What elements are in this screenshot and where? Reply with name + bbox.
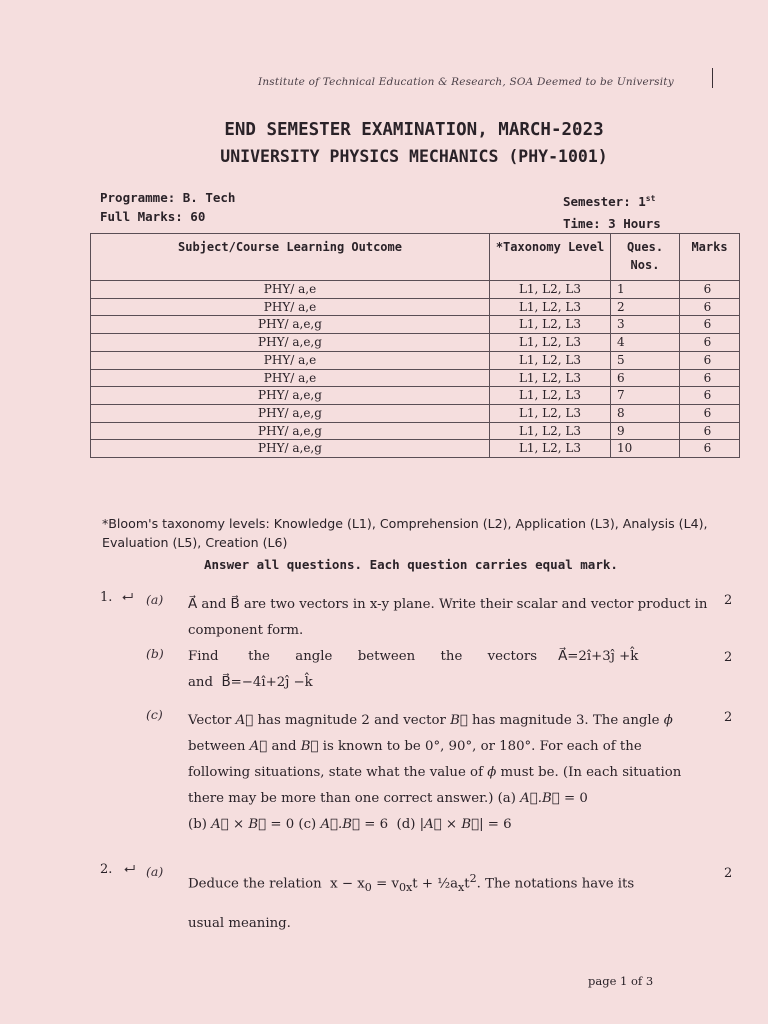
- instruction: Answer all questions. Each question carries equal mark.: [204, 557, 618, 572]
- cell-ques: 3: [611, 316, 680, 334]
- table-row: [91, 281, 740, 299]
- table-row: [91, 440, 740, 458]
- semester: Semester: 1st: [563, 194, 656, 210]
- cell-ques: 6: [611, 369, 680, 387]
- cell-marks: 6: [680, 440, 740, 458]
- marks-1c: 2: [724, 710, 733, 725]
- cell-outcome: PHY/ a,e,g: [91, 316, 490, 334]
- cell-outcome: PHY/ a,e: [91, 298, 490, 316]
- header-rule: [712, 68, 713, 88]
- marks-1a: 2: [724, 593, 733, 608]
- question-number-1: 1.: [100, 590, 113, 605]
- outcome-table: [90, 233, 740, 458]
- cell-ques: 1: [611, 281, 680, 299]
- marks-2a: 2: [724, 866, 733, 881]
- cell-taxonomy: L1, L2, L3: [490, 316, 611, 334]
- sub-label-2a: (a): [146, 864, 164, 879]
- cell-taxonomy: L1, L2, L3: [490, 334, 611, 352]
- tick-mark: ⮠: [122, 589, 134, 605]
- table-row: [91, 316, 740, 334]
- cell-marks: 6: [680, 387, 740, 405]
- header-outcome: Subject/Course Learning Outcome: [91, 234, 490, 281]
- cell-taxonomy: L1, L2, L3: [490, 440, 611, 458]
- cell-ques: 7: [611, 387, 680, 405]
- table-header-row: [91, 234, 740, 281]
- page-number: page 1 of 3: [588, 974, 654, 988]
- cell-outcome: PHY/ a,e,g: [91, 422, 490, 440]
- cell-marks: 6: [680, 281, 740, 299]
- header-marks: Marks: [680, 234, 740, 281]
- question-1b-text: Find the angle between the vectors A⃗=2î+3ĵ +k̂ and B⃗=−4î+2ĵ −k̂: [188, 649, 639, 690]
- cell-taxonomy: L1, L2, L3: [490, 369, 611, 387]
- cell-taxonomy: L1, L2, L3: [490, 351, 611, 369]
- cell-ques: 8: [611, 404, 680, 422]
- bloom-note: *Bloom's taxonomy levels: Knowledge (L1), Comprehension (L2), Application (L3), Analysis (L4), Evaluation (L5), Creation (L6): [102, 516, 708, 550]
- cell-outcome: PHY/ a,e,g: [91, 440, 490, 458]
- cell-marks: 6: [680, 369, 740, 387]
- programme: Programme: B. Tech: [100, 190, 236, 205]
- word-and: and: [188, 675, 214, 690]
- question-1c-text: Vector A⃗ has magnitude 2 and vector B⃗ has magnitude 3. The angle ϕ between A⃗ and B⃗ is known to be 0°, 90°, or 180°. For each of the following situations, state what the value of ϕ must be. (In each situation there may be more than one correct answer.) (a) A⃗.B⃗ = 0 (b) A⃗ × B⃗ = 0 (c) A⃗.B⃗ = 6 (d) |A⃗ × B⃗| = 6: [188, 713, 682, 832]
- table-row: [91, 422, 740, 440]
- table-row: [91, 387, 740, 405]
- question-number-2: 2.: [100, 862, 113, 877]
- cell-marks: 6: [680, 351, 740, 369]
- cell-ques: 2: [611, 298, 680, 316]
- institution-line: Institute of Technical Education & Research, SOA Deemed to be University: [258, 76, 674, 88]
- cell-marks: 6: [680, 298, 740, 316]
- table-row: [91, 369, 740, 387]
- table-row: [91, 298, 740, 316]
- cell-outcome: PHY/ a,e: [91, 281, 490, 299]
- cell-outcome: PHY/ a,e,g: [91, 404, 490, 422]
- marks-1b: 2: [724, 650, 733, 665]
- sub-label-1c: (c): [146, 707, 163, 722]
- time: Time: 3 Hours: [563, 216, 661, 231]
- cell-ques: 4: [611, 334, 680, 352]
- cell-taxonomy: L1, L2, L3: [490, 422, 611, 440]
- table-row: [91, 351, 740, 369]
- word-find: Find: [188, 649, 219, 664]
- header-ques: Ques. Nos.: [611, 234, 680, 281]
- question-1a-text: A⃗ and B⃗ are two vectors in x-y plane. Write their scalar and vector product in component form.: [188, 597, 708, 638]
- cell-marks: 6: [680, 404, 740, 422]
- cell-taxonomy: L1, L2, L3: [490, 281, 611, 299]
- table-row: [91, 334, 740, 352]
- cell-ques: 5: [611, 351, 680, 369]
- sub-label-1b: (b): [146, 646, 164, 661]
- full-marks: Full Marks: 60: [100, 209, 206, 224]
- table-row: [91, 404, 740, 422]
- sub-label-1a: (a): [146, 592, 164, 607]
- cell-taxonomy: L1, L2, L3: [490, 387, 611, 405]
- cell-outcome: PHY/ a,e: [91, 351, 490, 369]
- cell-outcome: PHY/ a,e,g: [91, 334, 490, 352]
- exam-title: END SEMESTER EXAMINATION, MARCH-2023: [224, 120, 604, 140]
- tick-mark: ⮠: [124, 861, 136, 877]
- cell-marks: 6: [680, 334, 740, 352]
- cell-taxonomy: L1, L2, L3: [490, 404, 611, 422]
- cell-marks: 6: [680, 316, 740, 334]
- cell-marks: 6: [680, 422, 740, 440]
- course-title: UNIVERSITY PHYSICS MECHANICS (PHY-1001): [220, 147, 608, 166]
- cell-ques: 10: [611, 440, 680, 458]
- question-2a-text: Deduce the relation $x - x_0 = v_{0x}t$ + $\frac{1}{2}a_xt^2$. The notations have its usual meaning.: [188, 872, 635, 932]
- cell-ques: 9: [611, 422, 680, 440]
- cell-outcome: PHY/ a,e,g: [91, 387, 490, 405]
- header-taxonomy: *Taxonomy Level: [490, 234, 611, 281]
- cell-outcome: PHY/ a,e: [91, 369, 490, 387]
- cell-taxonomy: L1, L2, L3: [490, 298, 611, 316]
